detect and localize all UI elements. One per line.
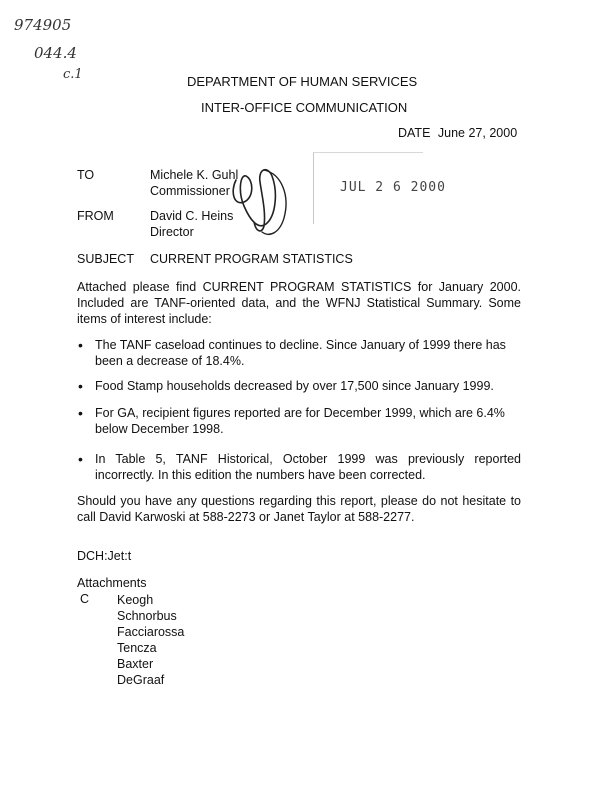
bullet-icon: • [78,451,83,467]
cc-recipient: Keogh [117,593,154,607]
bullet-item: In Table 5, TANF Historical, October 1999 was previously reported incorrectly. In this edition the numbers have been corrected. [95,452,521,482]
from-title: Director [150,225,194,239]
date-line [398,126,517,140]
document-type: INTER-OFFICE COMMUNICATION [201,100,408,115]
date-label: DATE [398,126,431,140]
cc-recipient: Baxter [117,657,154,671]
subject-value: CURRENT PROGRAM STATISTICS [150,252,353,266]
from-name: David C. Heins [150,209,234,223]
attachments-label: Attachments [77,576,147,590]
to-title: Commissioner [150,184,230,198]
cc-recipient: Schnorbus [117,609,177,623]
stamp-border [313,152,314,224]
from-label: FROM [77,209,114,223]
bullet-item: For GA, recipient figures reported are for December 1999, which are 6.4% below December 1998. [95,406,505,436]
handwritten-copy: c.1 [63,67,83,82]
date-value: June 27, 2000 [437,126,518,140]
cc-recipient: Tencza [117,641,157,655]
subject-label: SUBJECT [77,252,134,266]
cc-recipient: Facciarossa [117,625,185,639]
bullet-icon: • [78,378,83,394]
received-stamp: JUL 2 6 2000 [340,180,446,195]
bullet-icon: • [78,337,83,353]
to-label: TO [77,168,95,182]
handwritten-file-number: 974905 [14,16,72,34]
bullet-item: The TANF caseload continues to decline. Since January of 1999 there has been a decrease of 18.4%. [95,338,506,368]
cc-label: C [80,592,90,606]
cc-recipient: DeGraaf [117,673,165,687]
closing-paragraph: Should you have any questions regarding this report, please do not hesitate to call David Karwoski at 588-2273 or Janet Taylor at 588-2277. [77,494,521,524]
initials-signature [228,162,294,240]
to-name: Michele K. Guhl [150,168,239,182]
department-heading: DEPARTMENT OF HUMAN SERVICES [187,74,418,89]
bullet-item: Food Stamp households decreased by over 17,500 since January 1999. [95,379,494,393]
handwritten-code: 044.4 [34,44,77,62]
intro-paragraph: Attached please find CURRENT PROGRAM STATISTICS for January 2000. Included are TANF-oriented data, and the WFNJ Statistical Summary. Some items of interest include: [77,280,521,326]
typist-initials: DCH:Jet:t [77,549,132,563]
bullet-icon: • [78,405,83,421]
stamp-border-top [313,152,423,153]
